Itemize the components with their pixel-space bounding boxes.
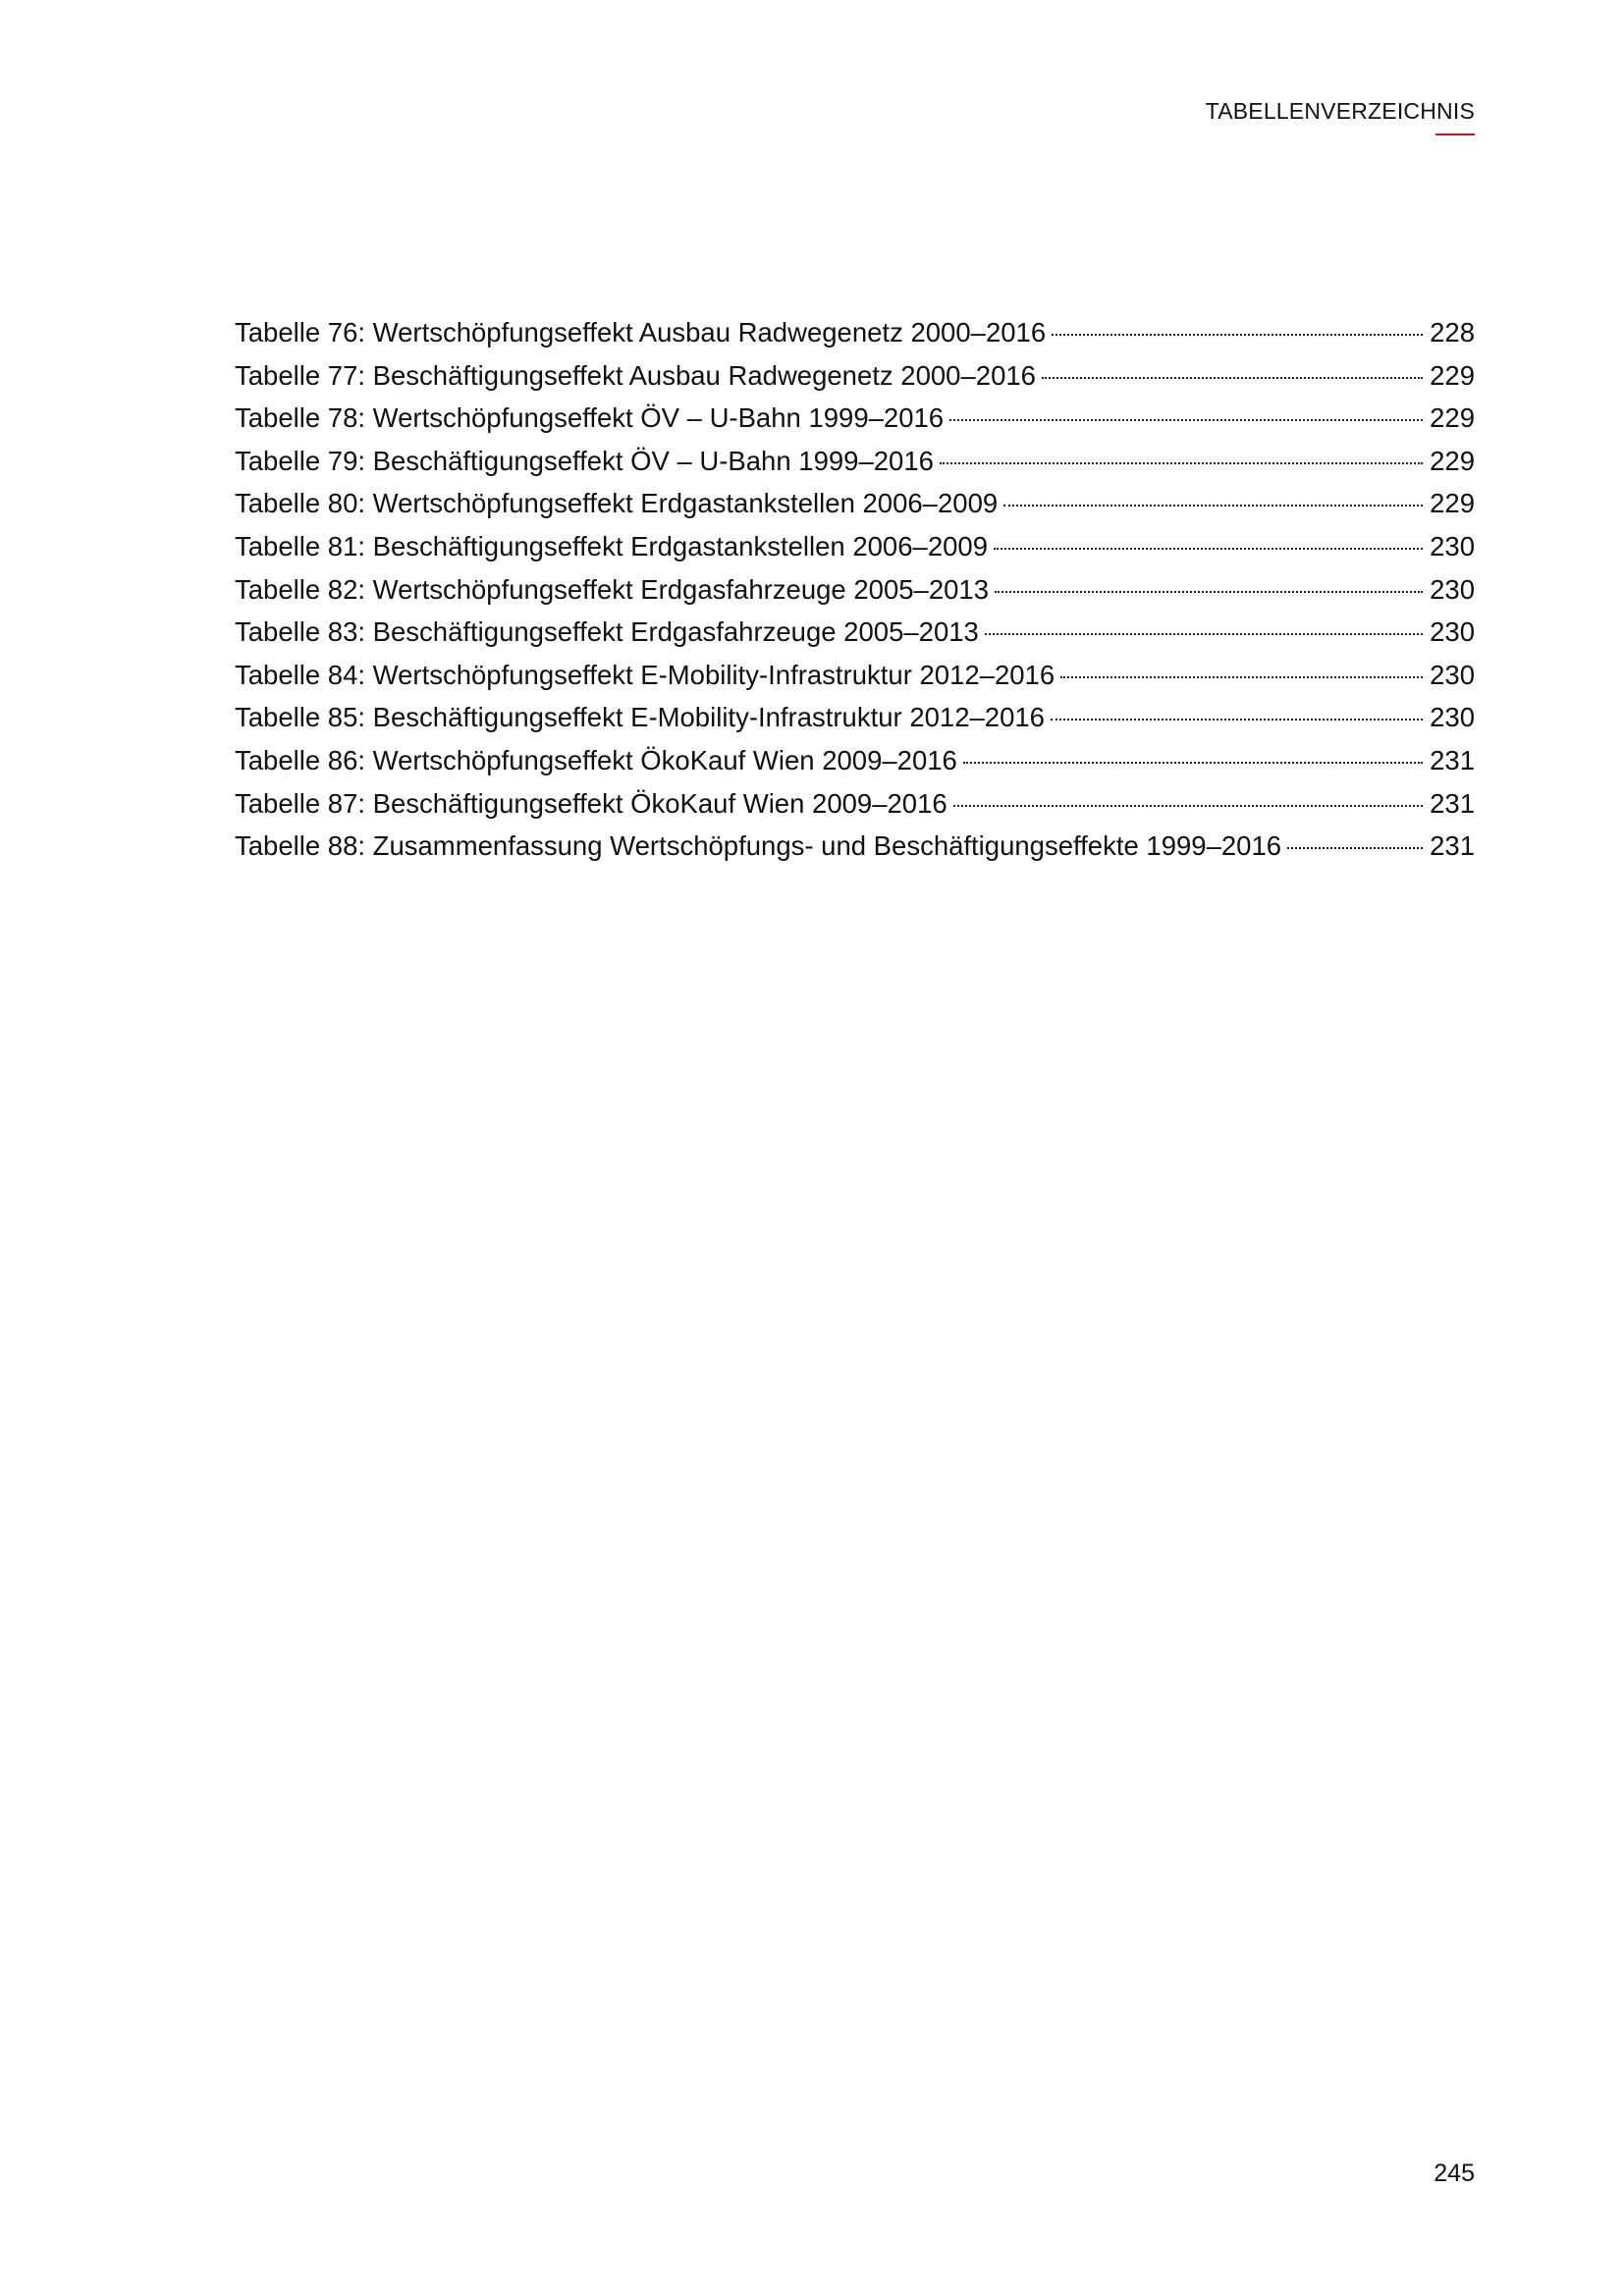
toc-entry-title: Tabelle 83: Beschäftigungseffekt Erdgasfahrzeuge 2005–2013: [235, 611, 985, 654]
toc-entry[interactable]: [235, 696, 1475, 739]
toc-entry-title: Tabelle 77: Beschäftigungseffekt Ausbau Radwegenetz 2000–2016: [235, 354, 1042, 398]
toc-entry[interactable]: [235, 440, 1475, 483]
toc-dot-leader: [949, 418, 1423, 421]
toc-entry-page-number: 230: [1430, 702, 1475, 733]
toc-dot-leader: [940, 461, 1423, 464]
toc-entry-page-number: 230: [1430, 659, 1475, 690]
toc-dot-leader: [994, 547, 1423, 550]
table-of-tables: [235, 311, 1475, 868]
toc-dot-leader: [1060, 675, 1423, 678]
toc-entry-title: Tabelle 79: Beschäftigungseffekt ÖV – U-Bahn 1999–2016: [235, 440, 940, 483]
toc-entry-page-number: 230: [1430, 616, 1475, 648]
toc-entry[interactable]: [235, 825, 1475, 868]
toc-entry-title: Tabelle 85: Beschäftigungseffekt E-Mobility-Infrastruktur 2012–2016: [235, 696, 1051, 739]
toc-entry[interactable]: [235, 568, 1475, 612]
toc-dot-leader: [963, 761, 1423, 764]
header-accent-rule: [1435, 133, 1475, 135]
toc-dot-leader: [985, 632, 1423, 635]
toc-entry-page-number: 229: [1430, 488, 1475, 519]
toc-entry[interactable]: [235, 739, 1475, 782]
toc-dot-leader: [1003, 504, 1423, 507]
toc-entry-title: Tabelle 84: Wertschöpfungseffekt E-Mobility-Infrastruktur 2012–2016: [235, 654, 1060, 697]
toc-entry-title: Tabelle 88: Zusammenfassung Wertschöpfungs- und Beschäftigungseffekte 1999–2016: [235, 825, 1287, 868]
toc-entry-page-number: 230: [1430, 573, 1475, 605]
toc-entry[interactable]: [235, 397, 1475, 440]
toc-entry-page-number: 229: [1430, 359, 1475, 391]
page-number: 245: [1434, 2160, 1475, 2187]
toc-dot-leader: [1052, 333, 1423, 336]
toc-entry[interactable]: [235, 611, 1475, 654]
toc-entry-title: Tabelle 80: Wertschöpfungseffekt Erdgastankstellen 2006–2009: [235, 482, 1003, 525]
toc-dot-leader: [953, 804, 1423, 807]
toc-entry[interactable]: [235, 525, 1475, 568]
toc-entry-page-number: 230: [1430, 530, 1475, 561]
toc-entry-title: Tabelle 81: Beschäftigungseffekt Erdgastankstellen 2006–2009: [235, 525, 994, 568]
toc-entry-title: Tabelle 76: Wertschöpfungseffekt Ausbau Radwegenetz 2000–2016: [235, 311, 1052, 354]
toc-dot-leader: [1287, 846, 1423, 849]
toc-entry[interactable]: [235, 482, 1475, 525]
toc-entry-page-number: 229: [1430, 445, 1475, 476]
toc-dot-leader: [995, 590, 1423, 593]
toc-dot-leader: [1042, 376, 1423, 379]
toc-entry-title: Tabelle 87: Beschäftigungseffekt ÖkoKauf Wien 2009–2016: [235, 782, 953, 826]
toc-entry[interactable]: [235, 354, 1475, 398]
toc-entry-page-number: 231: [1430, 787, 1475, 819]
toc-entry-page-number: 229: [1430, 402, 1475, 434]
toc-entry-page-number: 231: [1430, 830, 1475, 862]
toc-entry-page-number: 228: [1430, 317, 1475, 347]
toc-entry[interactable]: [235, 654, 1475, 697]
toc-entry-page-number: 231: [1430, 744, 1475, 775]
toc-dot-leader: [1051, 718, 1423, 721]
toc-entry[interactable]: [235, 311, 1475, 354]
running-header-title: TABELLENVERZEICHNIS: [1205, 98, 1475, 124]
toc-entry-title: Tabelle 86: Wertschöpfungseffekt ÖkoKauf Wien 2009–2016: [235, 739, 963, 782]
toc-entry-title: Tabelle 78: Wertschöpfungseffekt ÖV – U-Bahn 1999–2016: [235, 397, 949, 440]
toc-entry-title: Tabelle 82: Wertschöpfungseffekt Erdgasfahrzeuge 2005–2013: [235, 568, 995, 612]
toc-entry[interactable]: [235, 782, 1475, 826]
